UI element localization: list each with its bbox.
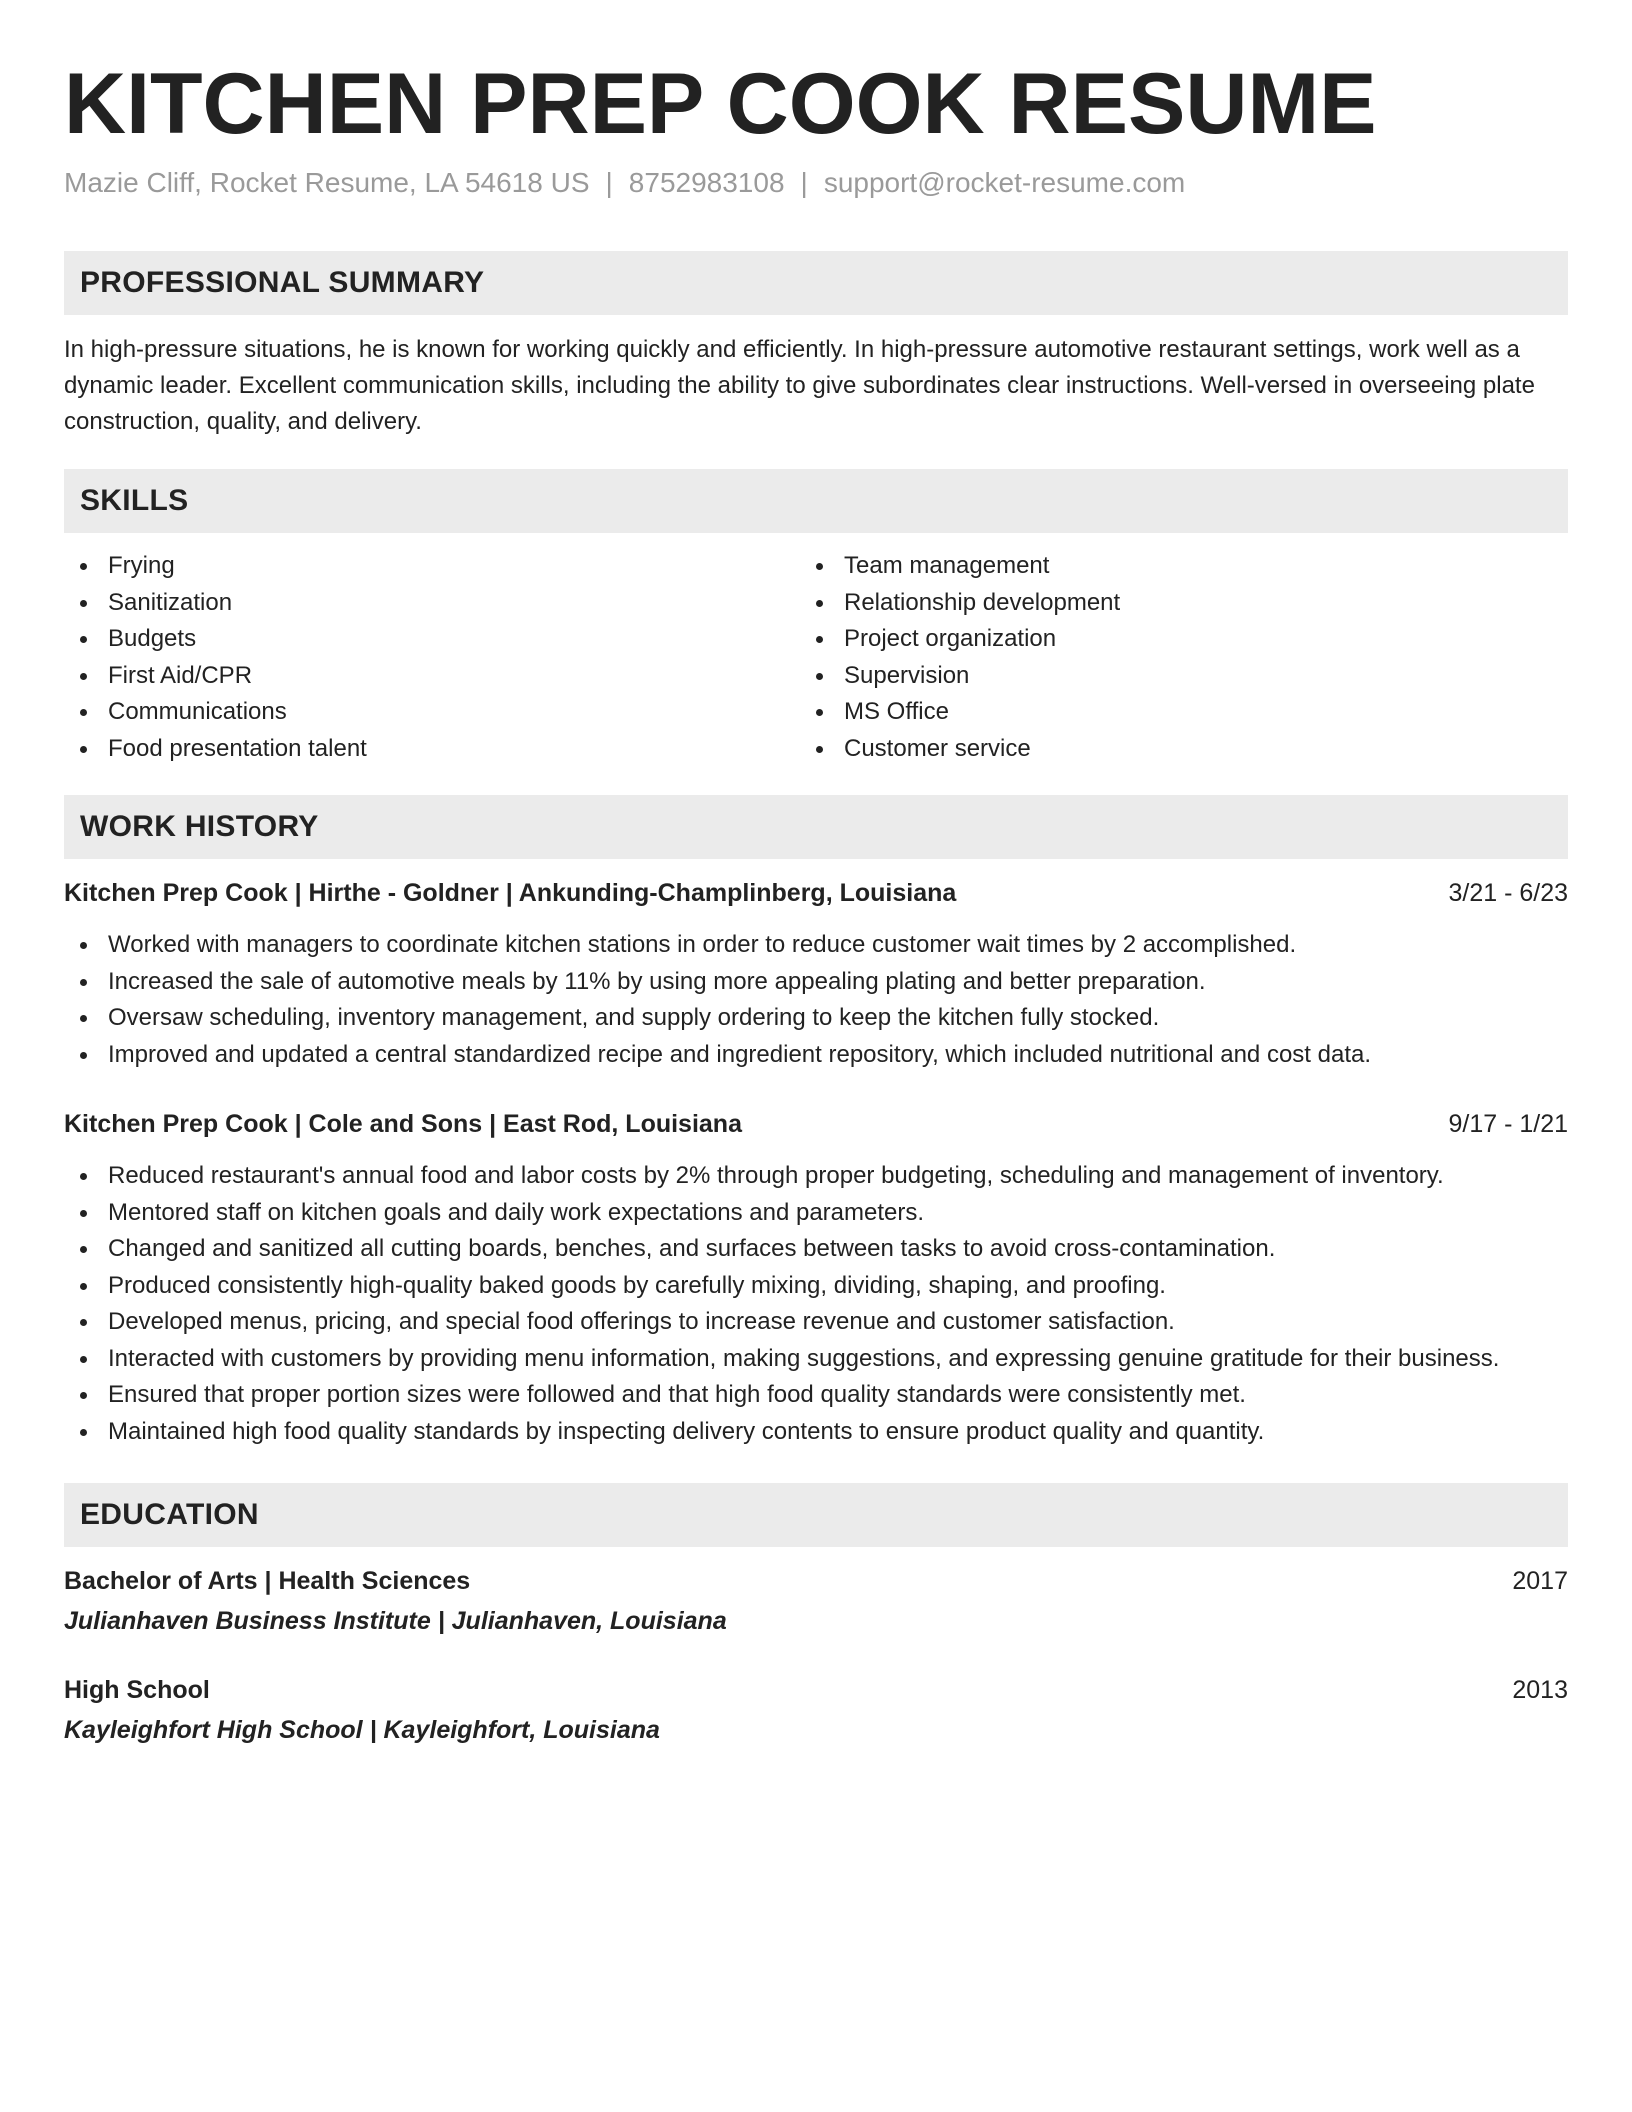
contact-address: Mazie Cliff, Rocket Resume, LA 54618 US [64,167,590,198]
summary-text: In high-pressure situations, he is known for working quickly and efficiently. In high-pressure automotive restaurant settings, work well as a dynamic leader. Excellent communication skills, including the ability to give subordinates clear instructions. Well-versed in overseeing plate construction, quality, and delivery. [64,336,1535,435]
job-bullets [64,927,1371,1073]
skill-item: Food presentation talent [64,731,367,768]
job-header [64,1106,1568,1142]
skill-item: Sanitization [64,585,367,622]
education-header [64,1672,1568,1708]
skills-section-header [64,469,1568,533]
skill-item: Communications [64,694,367,731]
job-bullets [64,1158,1499,1450]
skill-item: Frying [64,548,367,585]
job-bullet: Increased the sale of automotive meals by 11% by using more appealing plating and better preparation. [64,964,1371,1001]
skills-list-right [800,548,1120,767]
contact-separator: | [605,167,613,198]
section-heading: EDUCATION [80,1498,259,1531]
skill-item: First Aid/CPR [64,658,367,695]
resume-title: KITCHEN PREP COOK RESUME [64,56,1377,152]
school-name: Julianhaven Business Institute | Julianhaven, Louisiana [64,1607,727,1635]
degree: Bachelor of Arts | Health Sciences [64,1567,471,1595]
job-bullet: Maintained high food quality standards by inspecting delivery contents to ensure product quality and quantity. [64,1414,1499,1451]
job-bullet: Interacted with customers by providing menu information, making suggestions, and expressing genuine gratitude for their business. [64,1341,1499,1378]
summary-section-header [64,251,1568,315]
job-bullet: Developed menus, pricing, and special food offerings to increase revenue and customer satisfaction. [64,1304,1499,1341]
skill-item: MS Office [800,694,1120,731]
job-bullet: Improved and updated a central standardized recipe and ingredient repository, which included nutritional and cost data. [64,1037,1371,1074]
job-bullet: Changed and sanitized all cutting boards, benches, and surfaces between tasks to avoid cross-contamination. [64,1231,1499,1268]
job-header [64,875,1568,911]
job-dates: 9/17 - 1/21 [1448,1110,1568,1138]
job-bullet: Reduced restaurant's annual food and labor costs by 2% through proper budgeting, scheduling and management of inventory. [64,1158,1499,1195]
graduation-year: 2017 [1512,1567,1568,1595]
job-bullet: Worked with managers to coordinate kitchen stations in order to reduce customer wait times by 2 accomplished. [64,927,1371,964]
school-name: Kayleighfort High School | Kayleighfort, Louisiana [64,1716,660,1744]
job-bullet: Produced consistently high-quality baked goods by carefully mixing, dividing, shaping, and proofing. [64,1268,1499,1305]
education-header [64,1563,1568,1599]
job-title: Kitchen Prep Cook | Hirthe - Goldner | Ankunding-Champlinberg, Louisiana [64,879,957,907]
section-heading: PROFESSIONAL SUMMARY [80,266,485,299]
work-section-header [64,795,1568,859]
graduation-year: 2013 [1512,1676,1568,1704]
contact-phone: 8752983108 [628,167,785,198]
job-title: Kitchen Prep Cook | Cole and Sons | East Rod, Louisiana [64,1110,742,1138]
contact-separator: | [800,167,808,198]
skill-item: Customer service [800,731,1120,768]
job-bullet: Mentored staff on kitchen goals and daily work expectations and parameters. [64,1195,1499,1232]
section-heading: SKILLS [80,484,189,517]
skill-item: Project organization [800,621,1120,658]
education-section-header [64,1483,1568,1547]
skill-item: Supervision [800,658,1120,695]
skill-item: Team management [800,548,1120,585]
section-heading: WORK HISTORY [80,810,319,843]
skill-item: Budgets [64,621,367,658]
contact-line [64,165,1185,201]
skill-item: Relationship development [800,585,1120,622]
contact-email[interactable]: support@rocket-resume.com [823,167,1186,198]
job-bullet: Ensured that proper portion sizes were followed and that high food quality standards were consistently met. [64,1377,1499,1414]
job-bullet: Oversaw scheduling, inventory management, and supply ordering to keep the kitchen fully stocked. [64,1000,1371,1037]
job-dates: 3/21 - 6/23 [1448,879,1568,907]
skills-list-left [64,548,367,767]
degree: High School [64,1676,210,1704]
